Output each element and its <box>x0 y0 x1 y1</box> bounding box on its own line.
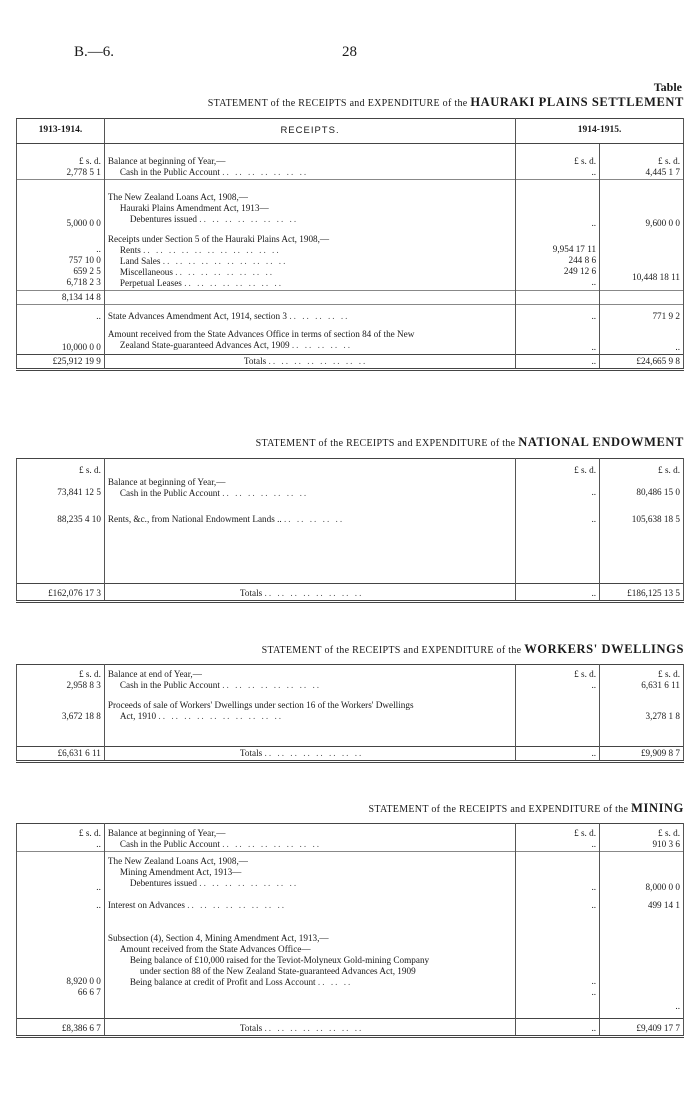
workers-table: £ s. d. 2,958 8 3 Balance at end of Year,— Cash in the Public Account .. .. .. .. .. .. .. .. £ s. d. .. £ s. d. 6,631 6 11 3,672 18 8 Proceeds of sale of Workers' Dwellings under section 16 of the Workers' Dwellings Act, 1910 .. .. .. .. .. .. .. .. .. .. 3,278 1 8 £6,631 6 11 Totals .. .. .. .. .. .. .. .. .. £9,909 8 7 <box>16 664 684 763</box>
totals-row: £6,631 6 11 <box>17 747 105 762</box>
national-table: £ s. d. 73,841 12 5 Balance at beginning of Year,— Cash in the Public Account .. .. .. .. .. .. .. £ s. d. .. £ s. d. 80,486 15 0 88,235 4 10 Rents, &c., from National Endowment Lands .. .. .. .. .. .. .. 105,638 18 5 £162,076 17 3 Totals .. .. .. .. .. .. .. .. .. £186,125 13 5 <box>16 458 684 603</box>
table-row: £ s. d. 2,958 8 3 <box>17 665 105 693</box>
table-row: .. <box>17 305 105 324</box>
hauraki-table: 1913-1914. RECEIPTS. 1914-1915. £ s. d. 2,778 5 1 Balance at beginning of Year,— Cash in the Public Account .. .. .. .. .. .. .. £ s. d. .. £ s. d. 4,445 1 7 5,000 0 0 The New Zealand Loans Act, 1908,— Hauraki Plains Amendment Act, 1913— Debentures issued .. .. .. .. .. .. .. .. .. 9,600 0 0 .. 757 10 0 659 2 5 6,718 2 3 Receipts under Section 5 of the Hauraki Plains Act, 1908,— Rents .. .. .. .. .. .. .. .. .. .. .. Land Sales .. .. .. .. .. .. .. .. .. .. Miscellaneous .. .. .. .. .. .. .. .. Perpetual Leases .. .. .. .. .. .. .. .. 9,954 17 11 244 8 6 249 12 6 .. 10,448 18 11 8,134 14 8 .. State Advances Amendment Act, 1914, section 3 .. .. .. .. .. .. 771 9 2 10,000 0 0 Amount received from the State Advances Office in terms of section 84 of the New Zealand State-guaranteed Advances Act, 1909 .. .. .. .. .. .. .. £25,912 19 9 Totals .. .. .. .. .. .. .. .. .. £24,665 9 8 <box>16 118 684 371</box>
col-receipts: RECEIPTS. <box>104 119 515 144</box>
table-row: .. 757 10 0 659 2 5 6,718 2 3 <box>17 230 105 291</box>
table-row: .. <box>17 894 105 929</box>
page-reference: B.—6. <box>74 44 115 60</box>
hauraki-title: STATEMENT of the RECEIPTS and EXPENDITURE of the HAURAKI PLAINS SETTLEMENT <box>207 95 684 109</box>
table-row: 8,920 0 0 66 6 7 <box>17 929 105 1019</box>
table-row: 3,672 18 8 <box>17 692 105 747</box>
table-row: 5,000 0 0 <box>17 180 105 231</box>
page-number: 28 <box>342 44 357 60</box>
col-year-prev: 1913-1914. <box>17 119 105 144</box>
mining-title: STATEMENT of the RECEIPTS and EXPENDITURE of the MINING <box>368 801 684 815</box>
table-row: £ s. d. 2,778 5 1 <box>17 144 105 180</box>
col-year-curr: 1914-1915. <box>516 119 684 144</box>
totals-row: £162,076 17 3 <box>17 584 105 602</box>
mining-table: £ s. d. .. Balance at beginning of Year,— Cash in the Public Account .. .. .. .. .. .. .. .. £ s. d. .. £ s. d. 910 3 6 .. The New Zealand Loans Act, 1908,— Mining Amendment Act, 1913— Debentures issued .. .. .. .. .. .. .. .. .. 8,000 0 0 .. Interest on Advances .. .. .. .. .. .. .. .. .. 499 14 1 8,920 0 0 66 6 7 Subsection (4), Section 4, Mining Amendment Act, 1913,— Amount received from the State Advances Office— Being balance of £10,000 raised for the Teviot-Molyneux Gold-mining Company under section 88 of the New Zealand State-guaranteed Advances Act, 1909 Being balance at credit of Profit and Loss Account .. .. .. .. .. .. £8,386 6 7 Totals .. .. .. .. .. .. .. .. .. £9,409 17 7 <box>16 823 684 1038</box>
table-row: 8,134 14 8 <box>17 291 105 305</box>
totals-row: £8,386 6 7 <box>17 1019 105 1037</box>
table-row: £ s. d. 73,841 12 5 <box>17 459 105 501</box>
table-row: £ s. d. .. <box>17 824 105 852</box>
totals-row: £25,912 19 9 <box>17 355 105 370</box>
table-row: 88,235 4 10 <box>17 500 105 584</box>
table-label: Table <box>653 80 682 94</box>
workers-title: STATEMENT of the RECEIPTS and EXPENDITURE of the WORKERS' DWELLINGS <box>261 642 684 656</box>
national-title: STATEMENT of the RECEIPTS and EXPENDITURE of the NATIONAL ENDOWMENT <box>255 435 684 449</box>
table-row: .. <box>17 852 105 895</box>
table-row: 10,000 0 0 <box>17 323 105 355</box>
